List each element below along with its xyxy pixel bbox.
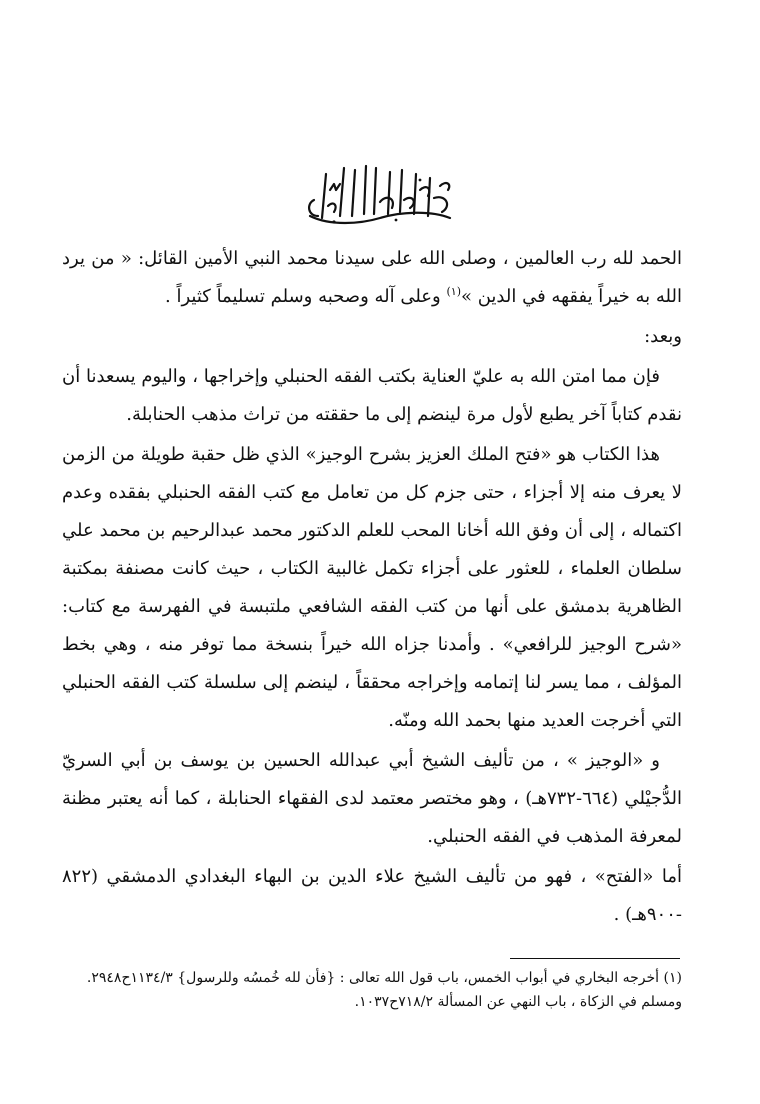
footnote-divider bbox=[510, 958, 680, 959]
footnote-line: (١) أخرجه البخاري في أبواب الخمس، باب قول الله تعالى : {فأن لله خُمسُه وللرسول} ١١٣٤/٣ح٢٩٤٨. bbox=[86, 970, 682, 986]
main-text bbox=[62, 240, 682, 936]
footnote-reference: (١) bbox=[446, 285, 461, 298]
paragraph-book-description: هذا الكتاب هو «فتح الملك العزيز بشرح الوجيز» الذي ظل حقبة طويلة من الزمن لا يعرف منه إلا أجزاء ، حتى جزم كل من تعامل مع كتب الفقه الحنبلي بفقده وعدم اكتماله ، إلى أن وفق الله أخانا المحب للعلم الدكتور محمد عبدالرحيم بن محمد علي سلطان العلماء ، للعثور على أجزاء تكمل غالبية الكتاب ، حيث كانت مصنفة بمكتبة الظاهرية بدمشق على أنها من كتب الفقه الشافعي ملتبسة في الفهرسة مع كتاب: «شرح الوجيز للرافعي» . وأمدنا جزاه الله خيراً بنسخة مما توفر منه ، وهي بخط المؤلف ، مما يسر لنا إتمامه وإخراجه محققاً ، لينضم إلى سلسلة كتب الفقه الحنبلي التي أخرجت العديد منها بحمد الله ومنّه. bbox=[62, 444, 682, 731]
paragraph-wajiz: و «الوجيز » ، من تأليف الشيخ أبي عبدالله الحسين بن يوسف بن أبي السريّ الدُّجيْلي (٦٦٤-٧٣٢هـ) ، وهو مختصر معتمد لدى الفقهاء الحنابلة ، كما أنه يعتبر مظنة لمعرفة المذهب في الفقه الحنبلي. bbox=[62, 750, 682, 847]
footnotes bbox=[62, 966, 682, 1014]
opening-text-continued: وعلى آله وصحبه وسلم تسليماً كثيراً . bbox=[165, 286, 447, 307]
paragraph-transition: وبعد: bbox=[644, 326, 682, 347]
basmala-calligraphy-icon bbox=[300, 160, 460, 230]
paragraph-fath: أما «الفتح» ، فهو من تأليف الشيخ علاء الدين بن البهاء البغدادي الدمشقي (٨٢٢ -٩٠٠هـ) . bbox=[62, 866, 682, 925]
footnote-line: ومسلم في الزكاة ، باب النهي عن المسألة ٧١٨/٢ح١٠٣٧. bbox=[354, 994, 682, 1010]
opening-text: الحمد لله رب العالمين ، وصلى الله على سيدنا محمد النبي الأمين القائل: « من يرد الله به خيراً يفقهه في الدين » bbox=[62, 248, 682, 307]
basmala-calligraphy bbox=[300, 160, 460, 230]
paragraph-opening bbox=[62, 240, 682, 316]
paragraph-introduction: فإن مما امتن الله به عليّ العناية بكتب الفقه الحنبلي وإخراجها ، واليوم يسعدنا أن نقدم كتاباً آخر يطبع لأول مرة لينضم إلى ما حققته من تراث مذهب الحنابلة. bbox=[62, 366, 682, 425]
